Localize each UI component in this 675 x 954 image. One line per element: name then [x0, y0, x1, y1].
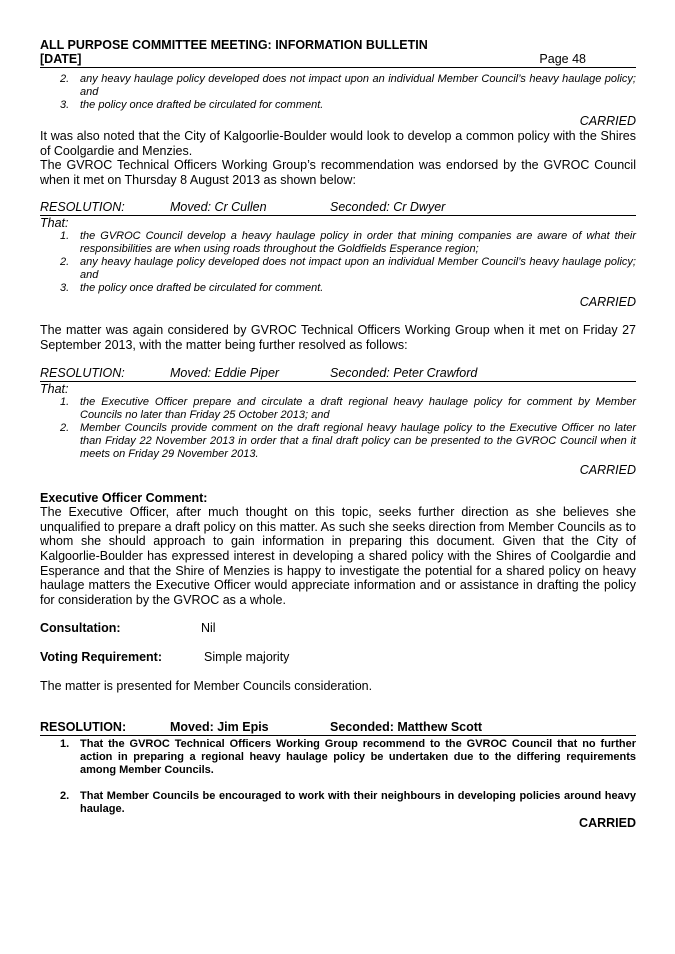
list-item — [40, 282, 636, 295]
list-item — [40, 790, 636, 816]
list-text: That the GVROC Technical Officers Working Group recommend to the GVROC Council that no further action in preparing a regional heavy haulage policy be undertaken due to the differing requirements among Member Councils. — [80, 737, 636, 776]
section-heading: Executive Officer Comment: — [40, 490, 208, 505]
header-row — [40, 52, 636, 68]
list-item — [40, 396, 636, 422]
consultation-value: Nil — [201, 621, 216, 636]
resolution-header — [40, 366, 636, 382]
resolution-list — [40, 230, 636, 295]
moved-by: Moved: Jim Epis — [170, 719, 269, 734]
seconded-by: Seconded: Peter Crawford — [330, 365, 478, 380]
list-number: 1. — [60, 737, 70, 750]
paragraph: The GVROC Technical Officers Working Group’s recommendation was endorsed by the GVROC Council when it met on Thursday 8 August 2013 as shown below: — [40, 158, 636, 187]
consultation-row — [40, 621, 636, 636]
list-item — [40, 738, 636, 777]
list-number: 1. — [60, 230, 70, 243]
carried-label: CARRIED — [579, 815, 636, 830]
paragraph: The Executive Officer, after much thought on this topic, seeks further direction as she believes she unqualified to prepare a draft policy on this matter. As such she seeks direction from Member Councils as to whom she should approach to gain information in preparing this document. Given that the City of Kalgoorlie-Boulder has expressed interest in developing a shared policy with the Shires of Coolgardie and Esperance and that the Shire of Menzies is happy to investigate the potential for a shared policy on heavy haulage matters the Executive Officer would appreciate information and or assistance in drafting the policy for consideration by the GVROC as a whole. — [40, 505, 636, 607]
moved-by: Moved: Eddie Piper — [170, 365, 280, 380]
resolution-header — [40, 720, 636, 736]
carried-label: CARRIED — [579, 114, 636, 128]
list-number: 3. — [60, 99, 70, 111]
list-text: the GVROC Council develop a heavy haulage policy in order that mining companies are aware of what their responsibilities are when using roads throughout the Goldfields Esperance region; — [80, 230, 636, 256]
resolution-label: RESOLUTION: — [40, 200, 125, 215]
list-number: 1. — [60, 395, 70, 408]
paragraph: It was also noted that the City of Kalgoorlie-Boulder would look to develop a common policy with the Shires of Coolgardie and Menzies. — [40, 129, 636, 158]
document-page — [40, 38, 636, 831]
header-date: [DATE] — [40, 52, 82, 66]
voting-label: Voting Requirement: — [40, 650, 162, 665]
resolution-list — [40, 738, 636, 816]
list-text: the policy once drafted be circulated for comment. — [80, 99, 324, 111]
carried-label: CARRIED — [579, 295, 636, 310]
voting-value: Simple majority — [204, 650, 290, 665]
seconded-by: Seconded: Cr Dwyer — [330, 200, 446, 215]
top-list — [40, 73, 636, 112]
resolution-label: RESOLUTION: — [40, 365, 125, 380]
moved-by: Moved: Cr Cullen — [170, 200, 267, 215]
carried-label: CARRIED — [579, 462, 636, 477]
voting-row — [40, 650, 636, 665]
list-number: 2. — [60, 421, 70, 434]
resolution-label: RESOLUTION: — [40, 719, 127, 734]
that-label: That: — [40, 216, 69, 231]
list-text: Member Councils provide comment on the draft regional heavy haulage policy to the Executive Officer no later than Friday 22 November 2013 in order that a final draft policy can be presented to the GVROC Council when it meets on Friday 29 November 2013. — [80, 421, 636, 460]
list-text: That Member Councils be encouraged to work with their neighbours in developing policies around heavy haulage. — [80, 789, 636, 815]
paragraph: The matter was again considered by GVROC Technical Officers Working Group when it met on Friday 27 September 2013, with the matter being further resolved as follows: — [40, 323, 636, 352]
resolution-list — [40, 396, 636, 461]
list-item — [40, 73, 636, 99]
list-number: 2. — [60, 73, 70, 85]
list-item — [40, 422, 636, 461]
list-number: 3. — [60, 282, 70, 295]
list-text: any heavy haulage policy developed does not impact upon an individual Member Council’s heavy haulage policy; and — [80, 256, 636, 282]
seconded-by: Seconded: Matthew Scott — [330, 719, 483, 734]
consultation-label: Consultation: — [40, 621, 121, 636]
list-item — [40, 99, 636, 112]
list-number: 2. — [60, 256, 70, 269]
paragraph: The matter is presented for Member Councils consideration. — [40, 679, 373, 694]
resolution-header — [40, 200, 636, 216]
page-number: Page 48 — [539, 52, 586, 66]
list-text: any heavy haulage policy developed does not impact upon an individual Member Council’s heavy haulage policy; and — [80, 73, 636, 98]
bulletin-title: ALL PURPOSE COMMITTEE MEETING: INFORMATION BULLETIN — [40, 38, 428, 52]
list-text: the policy once drafted be circulated for comment. — [80, 282, 324, 295]
list-item — [40, 230, 636, 256]
that-label: That: — [40, 381, 69, 396]
list-text: the Executive Officer prepare and circulate a draft regional heavy haulage policy for comment by Member Councils no later than Friday 25 October 2013; and — [80, 395, 636, 421]
list-item — [40, 256, 636, 282]
list-number: 2. — [60, 789, 70, 802]
